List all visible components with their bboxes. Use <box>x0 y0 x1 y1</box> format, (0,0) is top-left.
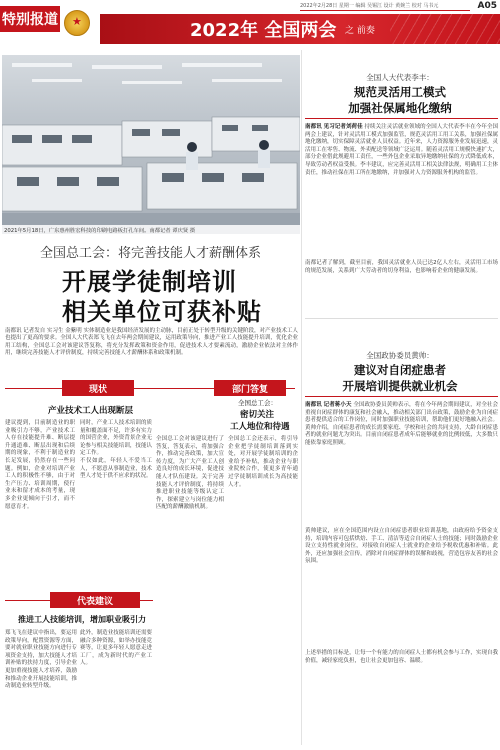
suggestion-subtitle: 推进工人技能培训，增加职业吸引力 <box>18 615 146 624</box>
right-bottom-title-line-2: 开展培训提供就业机会 <box>342 379 458 393</box>
right-top-rule <box>305 118 498 119</box>
national-emblem-icon <box>64 10 90 36</box>
page-header <box>0 0 500 50</box>
reply-title-line-1: 密切关注 <box>240 410 275 420</box>
suggestion-column-1: 郑飞飞在建议中指出，要运用政策导向，配置资源等方面，要对就业职业技能方向进行专项资金支持，加大技能人才培训补贴的扶持力度，引导企业更加重视技能人才培养，鼓励和推动企业开展技能培训，推动制造业转型升级。 <box>5 630 77 690</box>
right-top-kicker: 全国人大代表李丰： <box>366 73 434 82</box>
right-separator <box>305 318 498 319</box>
right-bottom-title-line-1: 建议对自闭症患者 <box>354 363 446 377</box>
tab-department-reply: 部门答复 <box>214 380 286 396</box>
column-divider <box>301 50 302 745</box>
right-bottom-rule <box>305 396 498 397</box>
photo-caption: 2021年5月18日，广东惠州胜宏科技的印刷电路板打孔车间。南都记者 谭庆贤 摄 <box>2 225 300 235</box>
right-top-paragraph-1: 持续关注灵活就业领域的全国人大代表李丰在今年全国两会上建议，针对灵活用工模式加强监管，规范灵活用工用工关系，加强社保属地化缴纳，切实保障灵活就业人员权益。近年来，人力资源服务业发展迅速，灵活用工在零售、物流、外卖配送等领域广泛运用。随着灵活用工规模快速扩大，部分企业借此规避用工责任，一些外包企业采取异地缴纳社保的方式降低成本，导致劳动者权益受损。李丰建议，应完善灵活用工相关法律法规，明确用工主体责任，推动社保在用工所在地缴纳，并加强对人力资源服务机构的监管。 <box>305 124 499 176</box>
right-top-title-line-1: 规范灵活用工模式 <box>354 85 446 99</box>
banner-pattern <box>390 14 500 44</box>
two-sessions-banner <box>100 14 500 44</box>
suggestion-column-2: 此外，制造业技能培训还需要融合多种资源，如举办技能竞赛等，让更多年轻人愿意走进工厂，成为新时代的产业工人。 <box>80 630 152 667</box>
right-bottom-byline: 南都讯 记者蒋小天 <box>305 402 352 408</box>
right-bottom-body <box>305 402 498 448</box>
main-headline-line-2: 相关单位可获补贴 <box>62 298 262 326</box>
header-rule <box>300 10 470 11</box>
main-kicker: 全国总工会：将完善技能人才薪酬体系 <box>40 246 262 261</box>
status-column-1: 建议提到，目前制造业的职业吸引力不够，产业技术工人存在技能提升难、断层提升通道难、断层出现和后续期的现象，不利于制造业的长足发展，仍然存在一些问题。例如，企业对培训产业工人的积极性不够，由于对生产压力、培训周期，使行业未和留才成本的考量，现多企业更倾向于引才，而不愿意育才。 <box>5 420 75 510</box>
right-bottom-paragraph-2: 黄帅建议，应在全国范围内设立自闭症患者职业培训基地，由政府给予资金支持，培训内容可包括烘焙、手工、清洁等适合自闭症人士的技能；同时鼓励企业设立支持性就业岗位，对接收自闭症人士就业的企业给予税收优惠和补贴。此外，还应加强社会宣传，消除对自闭症群体的误解和歧视，营造包容友善的社会氛围。 <box>305 528 498 565</box>
reply-column-2: 全国总工会还表示，将引导企业把学徒制培训落到实处，对开展学徒制培训的企业给予补贴，推动企业与职业院校合作，使更多青年通过学徒制培训成长为高技能人才。 <box>228 436 298 488</box>
section-tag: 特别报道 <box>0 6 60 32</box>
banner-title: 2022年 全国两会 <box>190 20 337 41</box>
tab-status: 现状 <box>62 380 134 396</box>
banner-subtitle: 之 前奏 <box>345 26 375 36</box>
reply-title-line-2: 工人地位和待遇 <box>230 422 290 432</box>
edition-line: 2022年2月28日 星期一 编辑 吴锡江 设计 黄婉兰 校对 马书元 <box>300 3 439 9</box>
right-top-paragraph-2: 南都记者了解到，截至目前，我国灵活就业人员已达2亿人左右，灵活用工市场的规范发展，关系到广大劳动者的切身利益，也影响着企业的健康发展。 <box>305 260 498 274</box>
right-top-body <box>305 124 498 177</box>
status-column-2: 同时，产业工人技术培训的质量和覆盖面不足，许多有实力的国营企业，外资背景企业无论参与相关技能培训，技能认定工作。 不仅如此，年轻人不爱当工人，不愿意从事制造业，技术型人才处于供不应求的状况。 <box>80 420 152 480</box>
reply-kicker: 全国总工会： <box>238 399 277 407</box>
main-lead-paragraph: 南都讯 记者发自 实习生 金紫明 实体制造业是我国经济发展的主动脉，目前正处于转型升级的关键阶段，对产业技术工人也提出了更高的要求。全国人大代表郑飞飞在去年两会期间建议，运用政策导向，推进产业工人技能提升培训，优化企业用工结构，全国总工会对该建议答复称，将充分发挥政策和资金作用，促进技术人才要素流动，激励企业依法对主体作用，继续完善技能人才评价制度，持续完善技能人才薪酬体系和政策机制。 <box>5 328 298 357</box>
right-bottom-paragraph-1: 全国政协委员黄帅表示，将在今年两会期间建议，对全社会重视自闭症群体的康复和社会融入，推动相关部门出台政策，鼓励企业为自闭症患者提供适合的工作岗位，同时加强职业技能培训，帮助他们更好地融入社会。黄帅介绍，自闭症患者的成长需要家庭、学校和社会的共同支持，大龄自闭症患者的就业问题尤为突出。目前自闭症患者成年后能够就业的比例较低，大多数只能依靠家庭照顾。 <box>305 402 498 446</box>
status-subtitle: 产业技术工人出现断层 <box>48 406 134 416</box>
factory-photo <box>2 55 300 234</box>
page-number: A05 <box>477 1 497 11</box>
tab-deputy-suggestion: 代表建议 <box>50 592 140 608</box>
main-headline-line-1: 开展学徒制培训 <box>62 268 237 296</box>
reply-column-1: 全国总工会对该建议进行了答复，答复表示，将加强合作，推动完善政策，加大宣传力度，为广大产业工人创造良好的成长环境，促进技能人才队伍建设。关于完善技能人才评价制度，将持续推进职业技能等级认定工作，探索建立与岗位能力相匹配的薪酬激励机制。 <box>156 436 224 511</box>
right-top-title-line-2: 加强社保属地化缴纳 <box>348 101 452 115</box>
right-bottom-paragraph-3: 上述举措的目标是，让每一个有能力的自闭症人士都有机会参与工作，实现自我价值，减轻家庭负担，也让社会更加包容、温暖。 <box>305 650 498 664</box>
right-top-byline: 南都讯 见习记者刘荷佳 <box>305 124 363 130</box>
star-icon: ★ <box>72 15 82 28</box>
right-bottom-kicker: 全国政协委员黄帅： <box>366 351 434 360</box>
factory-illustration <box>2 55 300 234</box>
